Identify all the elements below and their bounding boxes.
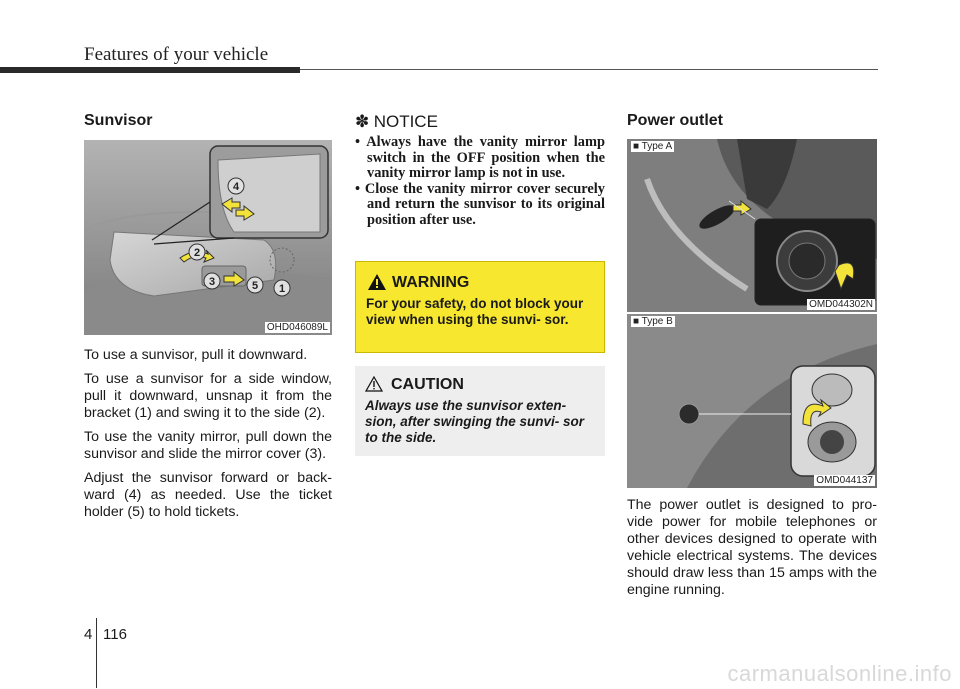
callout-1: 1	[278, 283, 286, 295]
sunvisor-text	[84, 347, 332, 528]
notice-title: NOTICE	[373, 112, 438, 131]
power-outlet-type-a-image	[627, 139, 877, 312]
callout-3: 3	[208, 276, 216, 288]
notice-heading	[355, 112, 438, 132]
notice-list	[355, 135, 605, 228]
header-bar	[0, 67, 300, 73]
type-b-image-code: OMD044137	[816, 475, 873, 486]
warning-title: WARNING	[392, 274, 470, 291]
callout-4: 4	[232, 181, 240, 193]
caution-box	[355, 366, 605, 456]
caution-text: Always use the sunvisor exten- sion, after swinging the sunvi- sor to the side.	[365, 398, 585, 445]
type-a-label: ■ Type A	[633, 141, 673, 152]
power-outlet-heading: Power outlet	[627, 112, 724, 129]
sunvisor-paragraph: To use a sunvisor, pull it downward.	[84, 347, 308, 363]
warning-text: For your safety, do not block your view when using the sunvi- sor.	[366, 296, 584, 327]
page-header-title: Features of your vehicle	[84, 44, 269, 65]
notice-item: • Close the vanity mirror cover securely and return the sunvisor to its original position after use.	[355, 180, 605, 228]
footer-divider	[96, 618, 97, 688]
warning-icon	[368, 274, 386, 295]
header-rule	[300, 69, 878, 70]
caution-title: CAUTION	[391, 376, 464, 393]
notice-item: • Always have the vanity mirror lamp switch in the OFF position when the vanity mirror lamp is not in use.	[355, 134, 605, 181]
sunvisor-paragraph: To use a sunvisor for a side window, pull it downward, unsnap it from the bracket (1) and swing it to the side (2).	[84, 371, 332, 421]
callout-2: 2	[193, 247, 201, 259]
sunvisor-heading: Sunvisor	[84, 112, 153, 129]
sunvisor-paragraph: Adjust the sunvisor forward or back- ward (4) as needed. Use the ticket holder (5) to hold tickets.	[84, 470, 332, 520]
callout-5: 5	[251, 280, 259, 292]
caution-icon	[365, 376, 383, 397]
type-b-label: ■ Type B	[633, 316, 673, 327]
sunvisor-illustration	[84, 140, 332, 335]
page-number: 116	[103, 626, 127, 643]
watermark: carmanualsonline.info	[727, 661, 952, 686]
power-outlet-type-b-image	[627, 314, 877, 488]
power-outlet-paragraph: The power outlet is designed to pro- vide power for mobile telephones or other devices designed to operate with vehicle electrical systems. The devices should draw less than 15 amps with the engine running.	[627, 497, 877, 598]
notice-symbol: ✽	[355, 112, 370, 131]
warning-box	[355, 261, 605, 353]
sunvisor-image-code: OHD046089L	[266, 322, 328, 333]
section-number: 4	[84, 626, 93, 643]
type-a-image-code: OMD044302N	[809, 299, 873, 310]
sunvisor-paragraph: To use the vanity mirror, pull down the sunvisor and slide the mirror cover (3).	[84, 429, 332, 462]
